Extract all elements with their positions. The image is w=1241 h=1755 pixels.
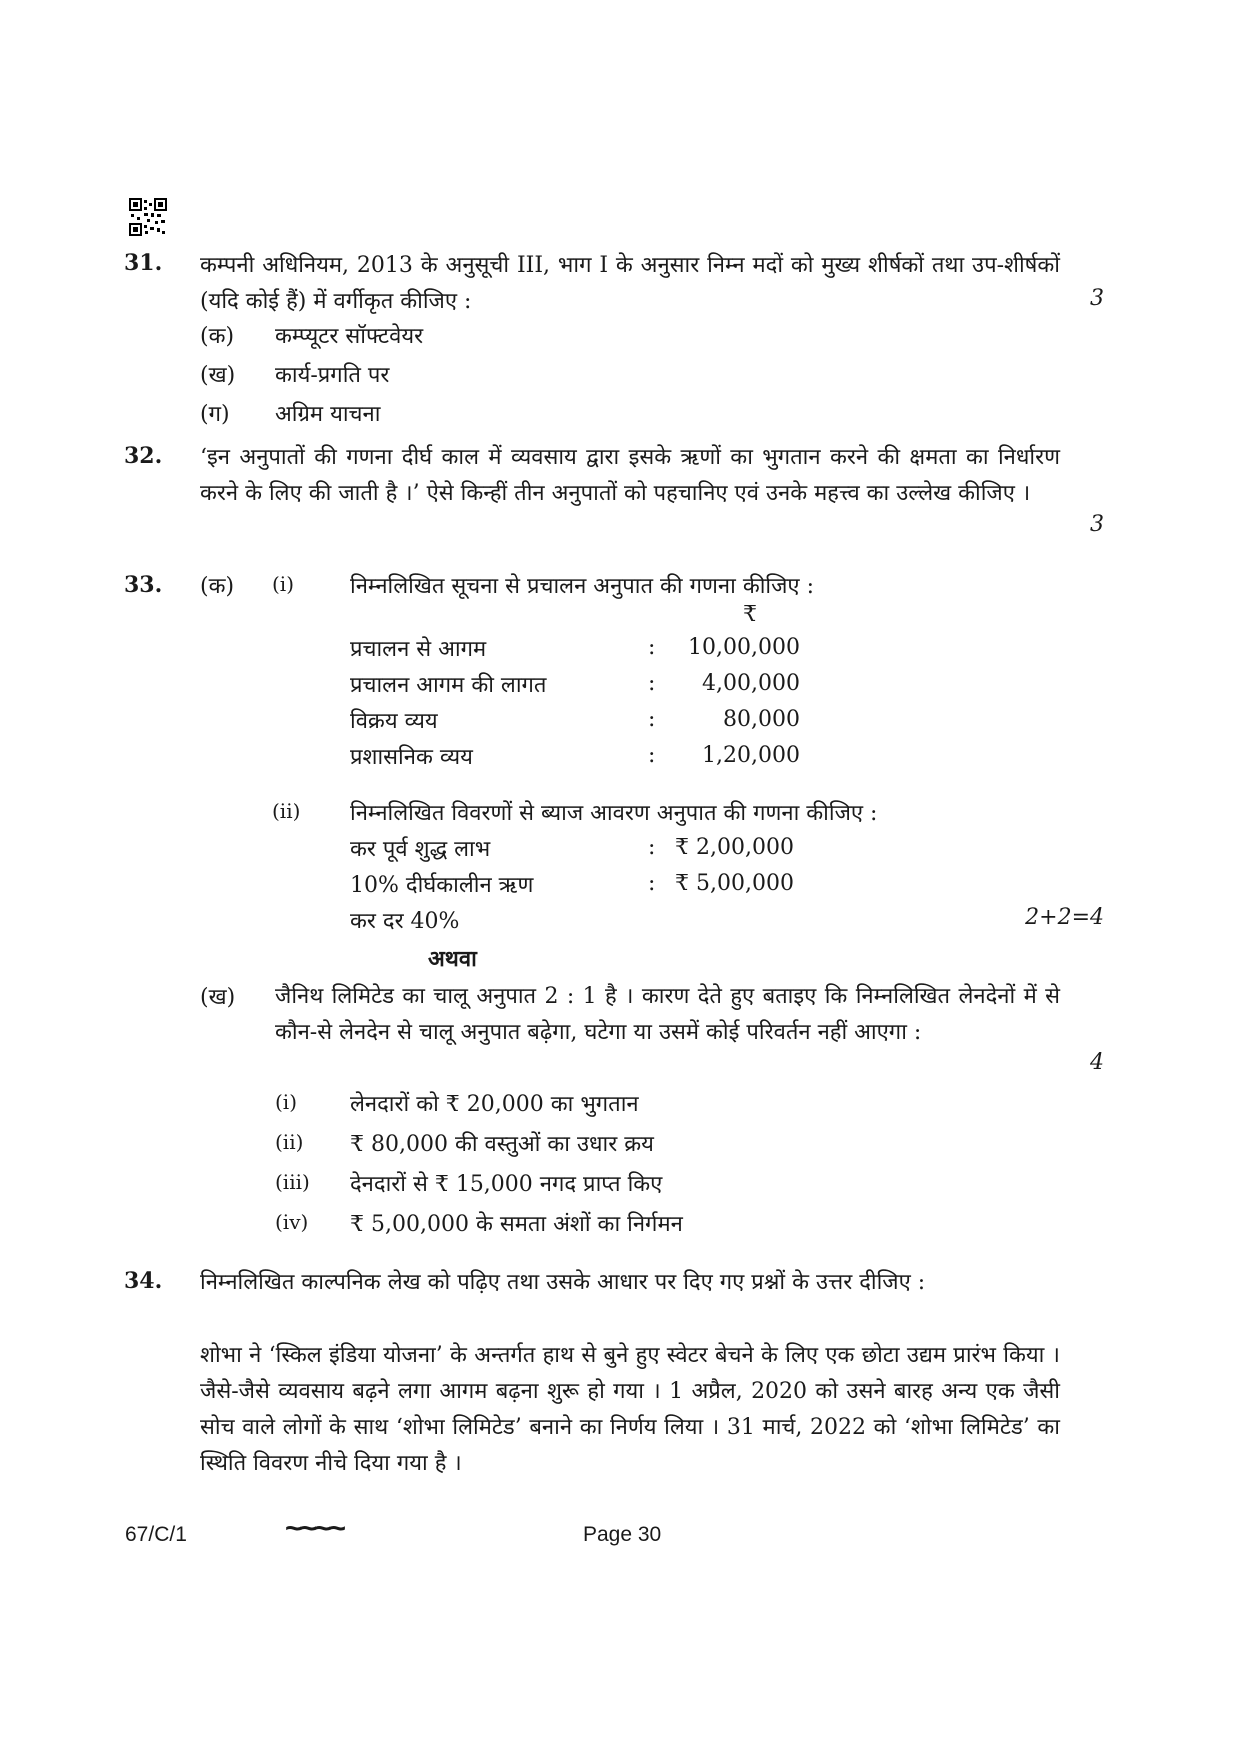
data-row-value: 80,000 <box>723 707 800 732</box>
subpart-label: (ii) <box>272 799 301 823</box>
option-text: कार्य-प्रगति पर <box>275 363 390 388</box>
footer-ornament: ~~~~ <box>285 1512 344 1545</box>
part-text: जैनिथ लिमिटेड का चालू अनुपात 2 : 1 है । कारण देते हुए बताइए कि निम्नलिखित लेनदेनों में से कौन-से लेनदेन से चालू अनुपात बढ़ेगा, घटेगा या उसमें कोई परिवर्तन नहीं आएगा : <box>275 984 1060 1045</box>
marks: 3 <box>1090 286 1104 311</box>
data-row-colon: : <box>648 671 656 696</box>
data-row-label: कर पूर्व शुद्ध लाभ <box>350 837 491 862</box>
item-label: (iv) <box>275 1210 309 1234</box>
data-row-label: प्रचालन से आगम <box>350 637 487 662</box>
data-row-label: प्रशासनिक व्यय <box>350 745 473 770</box>
item-text: ₹ 80,000 की वस्तुओं का उधार क्रय <box>350 1132 654 1157</box>
question-text: कम्पनी अधिनियम, 2013 के अनुसूची III, भाग I के अनुसार निम्न मदों को मुख्य शीर्षकों तथा उप-शीर्षकों (यदि कोई हैं) में वर्गीकृत कीजिए : <box>200 253 1060 314</box>
data-row-label: प्रचालन आगम की लागत <box>350 673 547 698</box>
case-study-text: शोभा ने ‘स्किल इंडिया योजना’ के अन्तर्गत हाथ से बुने हुए स्वेटर बेचने के लिए एक छोटा उद्यम प्रारंभ किया । जैसे-जैसे व्यवसाय बढ़ने लगा आगम बढ़ना शुरू हो गया । 1 अप्रैल, 2020 को उसने बारह अन्य एक जैसी सोच वाले लोगों के साथ ‘शोभा लिमिटेड’ बनाने का निर्णय लिया । 31 मार्च, 2022 को ‘शोभा लिमिटेड’ का स्थिति विवरण नीचे दिया गया है । <box>200 1343 1060 1476</box>
option-text: अग्रिम याचना <box>275 402 381 427</box>
option-label: (ग) <box>200 402 230 427</box>
data-row-value: 1,20,000 <box>702 743 800 768</box>
marks: 3 <box>1090 512 1104 537</box>
subpart-label: (i) <box>272 572 295 596</box>
option-label: (ख) <box>200 363 236 388</box>
data-row-label: कर दर 40% <box>350 909 460 934</box>
question-number: 33. <box>124 572 163 598</box>
data-row-label: विक्रय व्यय <box>350 709 438 734</box>
data-row-colon: : <box>648 743 656 768</box>
item-label: (i) <box>275 1090 298 1114</box>
option-text: कम्प्यूटर सॉफ्टवेयर <box>275 324 424 349</box>
page-number: Page 30 <box>583 1523 662 1546</box>
item-text: लेनदारों को ₹ 20,000 का भुगतान <box>350 1092 639 1117</box>
item-label: (iii) <box>275 1170 310 1194</box>
data-row-value: ₹ 2,00,000 <box>675 835 794 860</box>
subpart-text: निम्नलिखित विवरणों से ब्याज आवरण अनुपात की गणना कीजिए : <box>350 801 878 826</box>
question-intro: निम्नलिखित काल्पनिक लेख को पढ़िए तथा उसके आधार पर दिए गए प्रश्नों के उत्तर दीजिए : <box>200 1270 926 1295</box>
option-label: (क) <box>200 324 235 349</box>
question-number: 34. <box>124 1268 163 1294</box>
qr-code-icon <box>129 198 167 236</box>
marks: 4 <box>1090 1050 1104 1075</box>
marks: 2+2=4 <box>1025 905 1104 930</box>
item-text: देनदारों से ₹ 15,000 नगद प्राप्त किए <box>350 1172 663 1197</box>
data-row-colon: : <box>648 635 656 660</box>
part-label: (ख) <box>200 985 236 1010</box>
part-label: (क) <box>200 574 235 599</box>
data-row-colon: : <box>648 707 656 732</box>
data-row-value: ₹ 5,00,000 <box>675 871 794 896</box>
data-row-value: 10,00,000 <box>688 635 800 660</box>
paper-code: 67/C/1 <box>125 1523 187 1546</box>
data-row-value: 4,00,000 <box>702 671 800 696</box>
question-text: ‘इन अनुपातों की गणना दीर्घ काल में व्यवसाय द्वारा इसके ऋणों का भुगतान करने की क्षमता का निर्धारण करने के लिए की जाती है ।’ ऐसे किन्हीं तीन अनुपातों को पहचानिए एवं उनके महत्त्व का उल्लेख कीजिए । <box>200 445 1060 506</box>
question-number: 31. <box>124 250 163 276</box>
subpart-text: निम्नलिखित सूचना से प्रचालन अनुपात की गणना कीजिए : <box>350 574 815 599</box>
question-number: 32. <box>124 443 163 469</box>
data-row-colon: : <box>648 835 656 860</box>
data-row-label: 10% दीर्घकालीन ऋण <box>350 873 534 898</box>
data-row-colon: : <box>648 871 656 896</box>
item-text: ₹ 5,00,000 के समता अंशों का निर्गमन <box>350 1212 683 1237</box>
item-label: (ii) <box>275 1130 304 1154</box>
or-separator: अथवा <box>428 946 477 972</box>
currency-header: ₹ <box>743 602 757 627</box>
